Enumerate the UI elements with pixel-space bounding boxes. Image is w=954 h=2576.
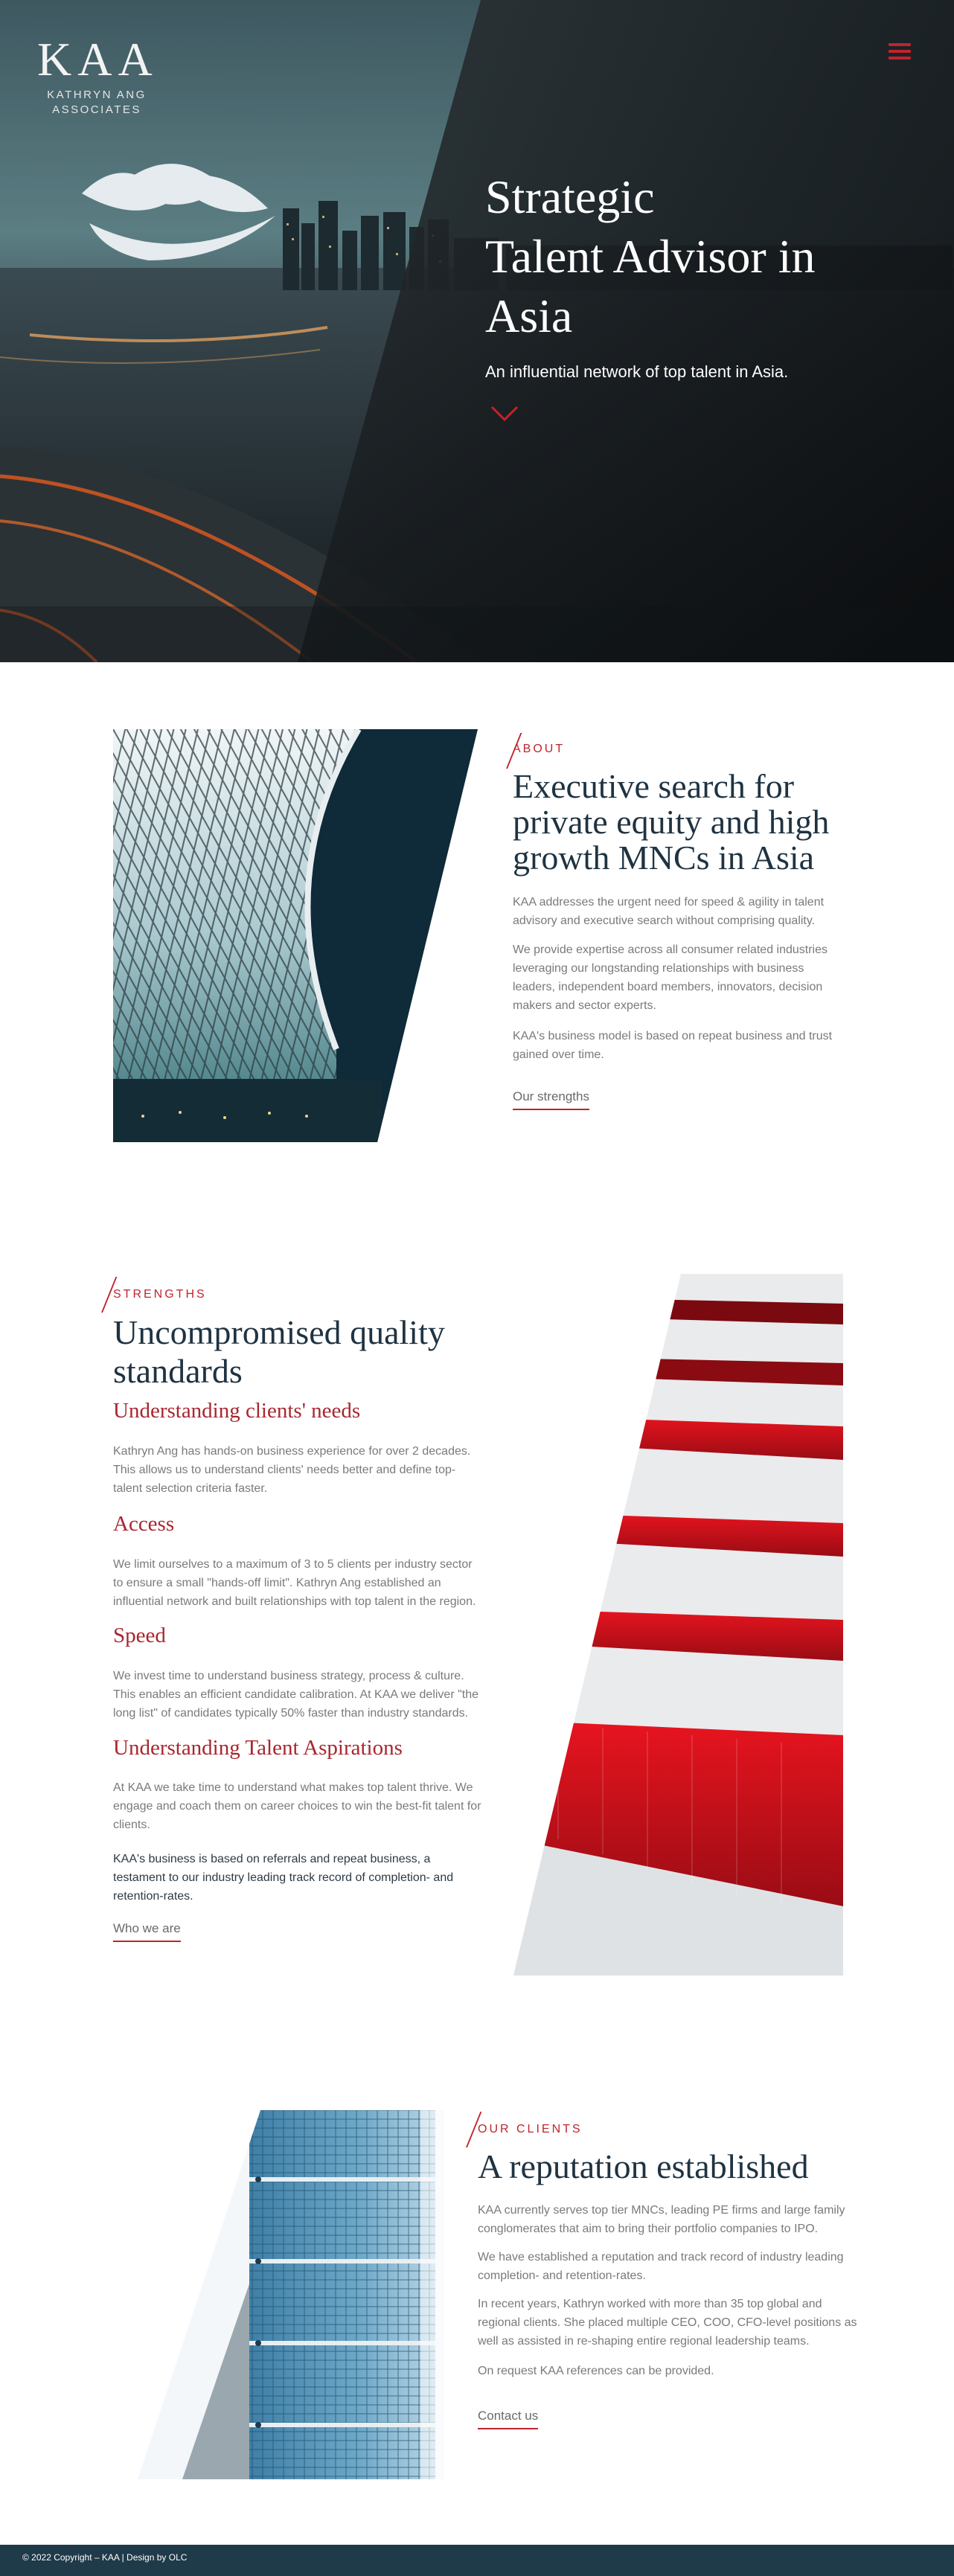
about-p2-line-4: makers and sector experts.	[513, 999, 656, 1012]
clients-p1-line-1: KAA currently serves top tier MNCs, leading PE firms and large family	[478, 2204, 845, 2217]
about-p3-line-2: gained over time.	[513, 1048, 604, 1061]
clients-eyebrow: OUR CLIENTS	[478, 2123, 583, 2136]
strength-heading-talent-aspirations: Understanding Talent Aspirations	[113, 1736, 403, 1760]
strength-heading-access: Access	[113, 1512, 175, 1536]
strength-heading-speed: Speed	[113, 1624, 166, 1647]
clients-title: A reputation established	[478, 2147, 809, 2185]
strengths-title	[113, 1313, 500, 1391]
strengths-title-line-2: standards	[113, 1352, 243, 1390]
about-title-line-3: growth MNCs in Asia	[513, 839, 815, 877]
strength-heading-clients-needs: Understanding clients' needs	[113, 1399, 361, 1423]
strength-0-line-3: talent selection criteria faster.	[113, 1482, 268, 1495]
strength-1-line-1: We limit ourselves to a maximum of 3 to 5 clients per industry sector	[113, 1558, 473, 1571]
clients-p3-line-2: regional clients. She placed multiple CEO, COO, CFO-level positions as	[478, 2316, 857, 2329]
hamburger-menu-icon[interactable]	[889, 43, 911, 63]
logo-line-1: KATHRYN ANG	[47, 89, 147, 101]
about-p2-line-2: leveraging our longstanding relationships with business	[513, 962, 804, 975]
strengths-closing-statement	[113, 1850, 500, 1906]
strength-text-access	[113, 1555, 500, 1611]
clients-paragraph-2	[478, 2248, 894, 2285]
our-strengths-link[interactable]: Our strengths	[513, 1089, 589, 1110]
hero-subtitle: An influential network of top talent in Asia.	[485, 362, 789, 381]
strength-3-line-2: engage and coach them on career choices to win the best-fit talent for	[113, 1800, 481, 1813]
clients-p3-line-1: In recent years, Kathryn worked with more than 35 top global and	[478, 2298, 822, 2310]
clients-p2-line-1: We have established a reputation and track record of industry leading	[478, 2251, 844, 2263]
hero-title-line-3: Asia	[485, 289, 573, 342]
strength-text-clients-needs	[113, 1442, 485, 1498]
about-paragraph-2	[513, 941, 885, 1015]
about-title-line-1: Executive search for	[513, 767, 795, 805]
about-paragraph-1	[513, 893, 885, 930]
strength-3-line-3: clients.	[113, 1819, 150, 1831]
closing-line-3: retention-rates.	[113, 1890, 193, 1903]
about-paragraph-3	[513, 1027, 885, 1064]
strengths-eyebrow: STRENGTHS	[113, 1288, 207, 1301]
about-architecture-image	[113, 729, 478, 1142]
about-p1-line-1: KAA addresses the urgent need for speed & agility in talent	[513, 896, 825, 909]
strength-3-line-1: At KAA we take time to understand what makes top talent thrive. We	[113, 1781, 473, 1794]
clients-p3-line-3: well as assisted in re-shaping entire regional leadership teams.	[478, 2335, 810, 2348]
strengths-red-facade-image	[513, 1274, 843, 1976]
strength-2-line-3: long list" of candidates typically 50% faster than industry standards.	[113, 1707, 469, 1720]
about-p1-line-2: advisory and executive search without comprising quality.	[513, 914, 816, 927]
clients-paragraph-3	[478, 2295, 894, 2351]
who-we-are-link[interactable]: Who we are	[113, 1921, 181, 1942]
strength-2-line-2: This enables an efficient candidate calibration. At KAA we deliver "the	[113, 1688, 479, 1701]
strength-1-line-3: influential network and built relationships with top talent in the region.	[113, 1595, 476, 1608]
about-p3-line-1: KAA's business model is based on repeat business and trust	[513, 1030, 833, 1042]
strength-0-line-1: Kathryn Ang has hands-on business experience for over 2 decades.	[113, 1445, 471, 1458]
about-title-line-2: private equity and high	[513, 803, 830, 841]
about-title	[513, 769, 900, 876]
hero-section	[0, 0, 954, 662]
clients-p1-line-2: conglomerates that aim to bring their portfolio companies to IPO.	[478, 2223, 819, 2235]
chevron-down-icon[interactable]	[490, 404, 519, 423]
about-eyebrow: ABOUT	[513, 743, 566, 755]
strength-0-line-2: This allows us to understand clients' needs better and define top-	[113, 1464, 456, 1476]
strength-2-line-1: We invest time to understand business strategy, process & culture.	[113, 1670, 464, 1682]
closing-line-1: KAA's business is based on referrals and repeat business, a	[113, 1853, 431, 1865]
strengths-title-line-1: Uncompromised quality	[113, 1313, 445, 1351]
clients-paragraph-1	[478, 2201, 894, 2238]
hero-title-line-1: Strategic	[485, 170, 655, 223]
logo-mark: KAA	[37, 33, 159, 86]
hero-title	[485, 167, 932, 346]
kaa-logo[interactable]	[37, 33, 159, 118]
about-p2-line-3: leaders, independent board members, innovators, decision	[513, 981, 823, 993]
about-p2-line-1: We provide expertise across all consumer related industries	[513, 943, 828, 956]
strength-1-line-2: to ensure a small "hands-off limit". Kathryn Ang established an	[113, 1577, 441, 1589]
hero-title-line-2: Talent Advisor in	[485, 230, 816, 283]
logo-line-2: ASSOCIATES	[52, 103, 141, 116]
contact-us-link[interactable]: Contact us	[478, 2409, 538, 2429]
clients-skyscraper-image	[138, 2110, 444, 2479]
strength-text-talent-aspirations	[113, 1778, 500, 1834]
footer-copyright: © 2022 Copyright – KAA | Design by OLC	[22, 2552, 188, 2563]
strength-text-speed	[113, 1667, 500, 1723]
clients-p2-line-2: completion- and retention-rates.	[478, 2269, 646, 2282]
closing-line-2: testament to our industry leading track record of completion- and	[113, 1871, 454, 1884]
clients-paragraph-4: On request KAA references can be provided.	[478, 2365, 714, 2377]
